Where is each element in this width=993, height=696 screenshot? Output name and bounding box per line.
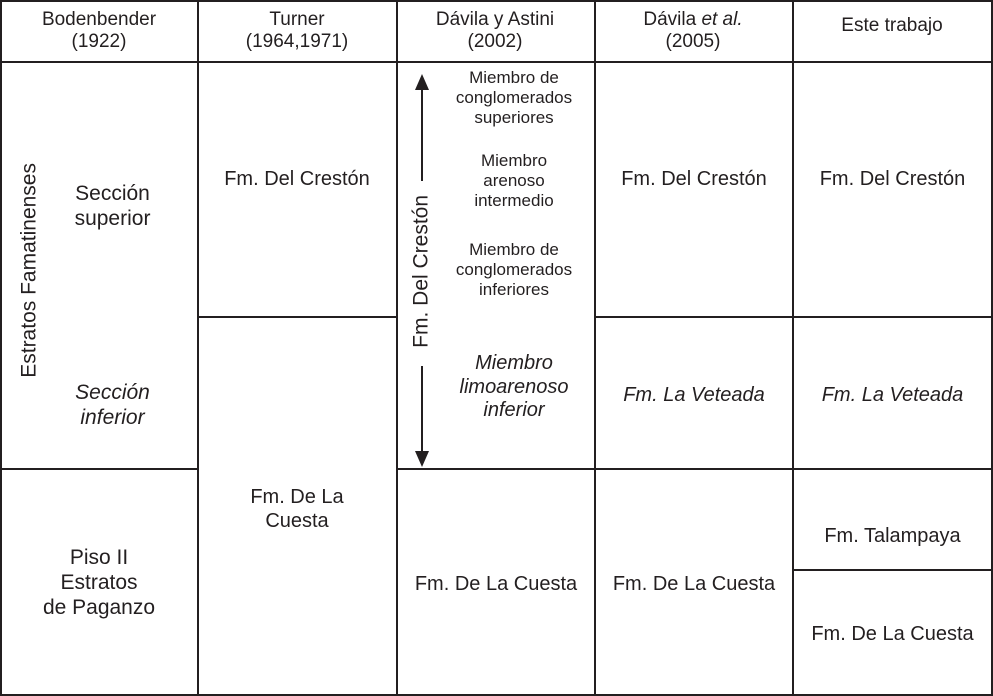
turner-de-la-cuesta-line1: Fm. De La — [250, 486, 344, 508]
este-trabajo-del-creston — [794, 168, 991, 192]
top-border — [0, 0, 993, 2]
member1-line2: conglomerados — [455, 88, 573, 108]
member-conglomerados-inferiores — [440, 240, 588, 300]
davila2005-del-creston-text: Fm. Del Crestón — [621, 168, 767, 190]
member1-line3: superiores — [474, 108, 554, 128]
este-trabajo-de-la-cuesta-text: Fm. De La Cuesta — [811, 623, 974, 645]
turner-de-la-cuesta-line2: Cuesta — [265, 509, 329, 532]
paganzo-line2: Estratos — [60, 570, 138, 594]
turner-del-creston — [198, 168, 396, 192]
row-line-bodenbender-low — [0, 468, 198, 470]
member4-line1: Miembro — [475, 352, 553, 374]
header-este-trabajo — [792, 15, 992, 37]
header-bottom-line — [0, 61, 993, 63]
davila-astini-de-la-cuesta — [398, 573, 594, 597]
este-trabajo-la-veteada — [794, 384, 991, 408]
row-line-turner-mid — [198, 316, 396, 318]
member4-line3: inferior — [483, 399, 545, 422]
header-bodenbender — [0, 9, 198, 54]
header-turner-line2: (1964,1971) — [245, 31, 349, 53]
seccion-inferior-line1: Sección — [75, 381, 150, 404]
header-davila-astini-line2: (2002) — [467, 31, 523, 53]
este-trabajo-talampaya — [794, 525, 991, 549]
header-davila-astini-line1: Dávila y Astini — [435, 9, 555, 30]
member-arenoso-intermedio — [440, 151, 588, 211]
member1-line1: Miembro de — [469, 68, 559, 87]
seccion-superior-line1: Sección — [75, 182, 150, 205]
header-bodenbender-line2: (1922) — [71, 31, 127, 53]
davila-astini-de-la-cuesta-text: Fm. De La Cuesta — [414, 573, 578, 595]
member2-line2: arenoso — [483, 171, 545, 191]
piso-ii-paganzo — [0, 546, 198, 620]
header-davila-2005 — [594, 9, 792, 54]
seccion-inferior — [55, 381, 170, 431]
header-davila-astini — [396, 9, 594, 54]
header-bodenbender-line1: Bodenbender — [41, 9, 157, 30]
davila2005-la-veteada-text: Fm. La Veteada — [623, 384, 765, 406]
member3-line3: inferiores — [479, 280, 549, 300]
header-este-trabajo-line1: Este trabajo — [841, 15, 943, 36]
este-trabajo-talampaya-text: Fm. Talampaya — [824, 525, 961, 547]
este-trabajo-la-veteada-text: Fm. La Veteada — [821, 384, 964, 406]
member2-line1: Miembro — [480, 151, 548, 170]
header-turner-line1: Turner — [269, 9, 325, 30]
seccion-superior — [55, 182, 170, 232]
este-trabajo-del-creston-text: Fm. Del Crestón — [819, 168, 966, 190]
turner-del-creston-text: Fm. Del Crestón — [224, 168, 370, 190]
row-line-cols345-low — [396, 468, 993, 470]
davila-astini-formation-label — [410, 151, 435, 391]
estratos-famatinenses-text: Estratos Famatinenses — [17, 163, 41, 378]
member-limoarenoso-inferior — [440, 352, 588, 423]
estratos-famatinenses-label — [18, 150, 43, 390]
este-trabajo-de-la-cuesta — [794, 623, 991, 647]
seccion-inferior-line2: inferior — [80, 405, 145, 429]
arrow-up-icon — [415, 74, 429, 90]
davila2005-del-creston — [596, 168, 792, 192]
turner-de-la-cuesta — [198, 486, 396, 533]
davila2005-de-la-cuesta — [596, 573, 792, 597]
paganzo-line3: de Paganzo — [42, 595, 156, 619]
member2-line3: intermedio — [474, 191, 554, 211]
member-conglomerados-superiores — [440, 68, 588, 128]
header-davila-2005-year: (2005) — [665, 31, 721, 53]
davila2005-la-veteada — [596, 384, 792, 408]
seccion-superior-line2: superior — [74, 206, 151, 230]
row-line-davila2005-mid — [595, 316, 993, 318]
arrow-down-icon — [415, 451, 429, 467]
member3-line1: Miembro de — [469, 240, 559, 259]
col-line-4 — [792, 0, 794, 696]
member4-line2: limoarenoso — [459, 375, 569, 398]
header-turner — [198, 9, 396, 54]
header-davila-2005-etal: et al. — [701, 9, 743, 30]
paganzo-line1: Piso II — [69, 546, 129, 569]
header-davila-2005-author: Dávila — [643, 9, 702, 30]
davila-astini-formation-text: Fm. Del Crestón — [409, 194, 433, 348]
row-line-talampaya — [793, 569, 993, 571]
member3-line2: conglomerados — [455, 260, 573, 280]
davila2005-de-la-cuesta-text: Fm. De La Cuesta — [612, 573, 776, 595]
